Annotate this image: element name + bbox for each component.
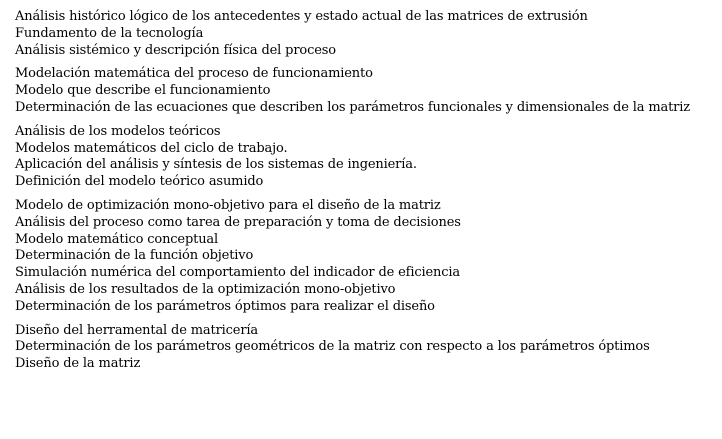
section-mathematical-modeling (15, 66, 722, 116)
text-line: Determinación de los parámetros óptimos para realizar el diseño (15, 298, 435, 314)
text-line: Modelo de optimización mono-objetivo para el diseño de la matriz (15, 197, 441, 213)
text-line: Diseño del herramental de matricería (15, 322, 259, 338)
text-line: Aplicación del análisis y síntesis de los sistemas de ingeniería. (15, 157, 417, 173)
section-historical-analysis (15, 9, 722, 59)
text-line: Modelos matemáticos del ciclo de trabajo. (15, 140, 288, 156)
text-line: Determinación de la función objetivo (15, 248, 254, 264)
text-line: Análisis sistémico y descripción física del proceso (15, 42, 336, 58)
section-theoretical-models (15, 124, 722, 191)
text-line: Análisis del proceso como tarea de preparación y toma de decisiones (15, 214, 461, 230)
text-line: Simulación numérica del comportamiento del indicador de eficiencia (15, 265, 460, 281)
text-line: Determinación de los parámetros geométricos de la matriz con respecto a los parámetros óptimos (15, 339, 650, 355)
text-line: Fundamento de la tecnología (15, 25, 204, 41)
text-line: Definición del modelo teórico asumido (15, 174, 264, 190)
text-line: Modelo matemático conceptual (15, 231, 219, 247)
section-optimization-model (15, 198, 722, 316)
text-line: Análisis de los resultados de la optimización mono-objetivo (15, 281, 396, 297)
text-line: Modelación matemática del proceso de funcionamiento (15, 66, 373, 82)
text-line: Análisis histórico lógico de los antecedentes y estado actual de las matrices de extrusión (15, 9, 588, 24)
text-line: Diseño de la matriz (15, 356, 141, 372)
document-body (15, 9, 722, 380)
text-line: Análisis de los modelos teóricos (15, 123, 221, 139)
section-tooling-design (15, 323, 722, 373)
text-line: Modelo que describe el funcionamiento (15, 83, 271, 99)
text-line: Determinación de las ecuaciones que describen los parámetros funcionales y dimensionales de la matriz (15, 99, 690, 115)
